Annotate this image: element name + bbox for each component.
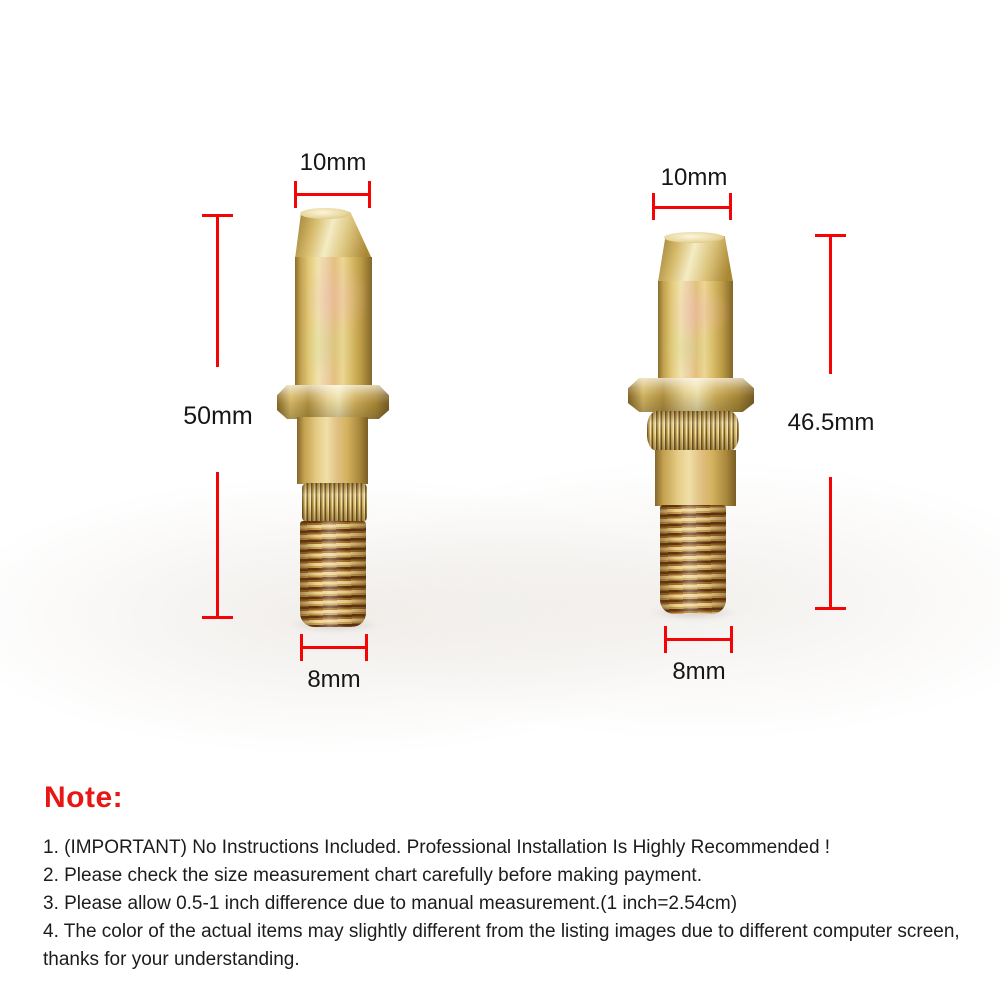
left-stud-hex-flange bbox=[277, 385, 389, 419]
note-item: 4. The color of the actual items may slightly different from the listing images due to different computer screen, thanks for your understanding. bbox=[43, 921, 960, 970]
right-top-bracket-line bbox=[652, 206, 732, 209]
left-top-bracket-line bbox=[294, 193, 371, 196]
note-item: 2. Please check the size measurement chart carefully before making payment. bbox=[43, 865, 702, 886]
right-length-label: 46.5mm bbox=[787, 409, 875, 436]
note-heading: Note: bbox=[44, 781, 124, 814]
left-length-tick-bottom bbox=[202, 616, 233, 619]
note-item: 1. (IMPORTANT) No Instructions Included. Professional Installation Is Highly Recommended ! bbox=[43, 837, 831, 858]
right-stud-shank bbox=[655, 450, 736, 506]
right-top-width-label: 10mm bbox=[660, 164, 728, 191]
left-length-label: 50mm bbox=[183, 402, 253, 430]
right-thread-bracket-line bbox=[664, 638, 733, 641]
left-thread-bracket-line bbox=[300, 646, 368, 649]
right-stud-hex-flange bbox=[628, 378, 754, 412]
left-stud-shank bbox=[297, 417, 368, 484]
left-length-line-lower bbox=[216, 472, 219, 619]
left-stud-thread bbox=[300, 521, 366, 627]
right-thread-width-label: 8mm bbox=[672, 658, 726, 685]
left-top-width-label: 10mm bbox=[299, 149, 367, 176]
left-stud-body bbox=[295, 257, 372, 386]
note-list bbox=[43, 834, 988, 974]
right-stud-thread bbox=[660, 505, 726, 614]
left-thread-width-label: 8mm bbox=[307, 666, 361, 693]
left-length-line-upper bbox=[216, 214, 219, 367]
right-stud-knurl bbox=[647, 411, 739, 451]
right-length-line-lower bbox=[829, 477, 832, 609]
left-stud-tip-cap bbox=[300, 208, 350, 219]
right-length-line-upper bbox=[829, 234, 832, 374]
right-stud-tip-cap bbox=[664, 232, 724, 243]
note-item: 3. Please allow 0.5-1 inch difference due to manual measurement.(1 inch=2.54cm) bbox=[43, 893, 738, 914]
left-stud-tip-cone bbox=[295, 212, 372, 259]
right-length-tick-bottom bbox=[815, 607, 846, 610]
right-stud-body bbox=[658, 281, 733, 379]
left-stud-knurl bbox=[302, 483, 367, 522]
